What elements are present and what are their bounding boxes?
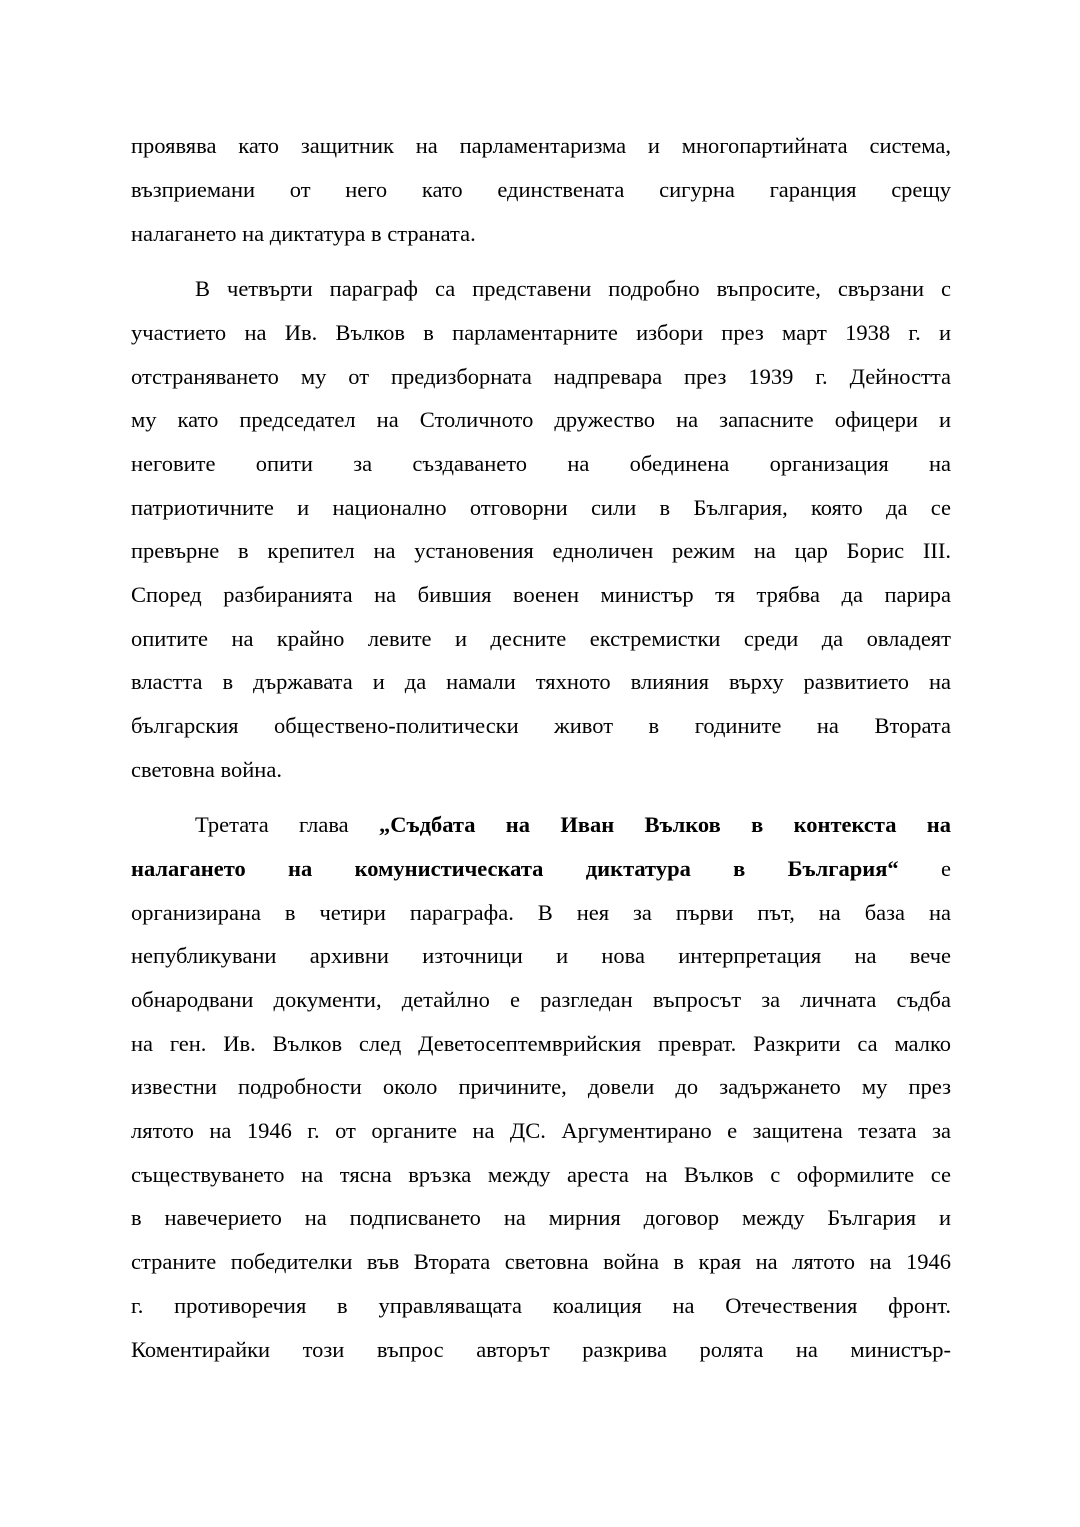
text-line: Коментирайки този въпрос авторът разкрива ролята на министър- <box>131 1337 951 1362</box>
text-line: му като председател на Столичното дружество на запасните офицери и <box>131 407 951 432</box>
text-line: известни подробности около причините, довели до задържането му през <box>131 1074 951 1099</box>
text-line: отстраняването му от предизборната надпревара през 1939 г. Дейността <box>131 364 951 389</box>
text-line: обнародвани документи, детайлно е разгледан въпросът за личната съдба <box>131 987 951 1012</box>
text-run: е <box>898 856 951 881</box>
chapter-title-run: налагането на комунистическата диктатура в България“ <box>131 856 899 881</box>
text-line: неговите опити за създаването на обединена организация на <box>131 451 951 476</box>
text-line: на ген. Ив. Вълков след Деветосептемврийския преврат. Разкрити са малко <box>131 1031 951 1056</box>
text-line: в навечерието на подписването на мирния договор между България и <box>131 1205 951 1230</box>
text-line: възприемани от него като единствената сигурна гаранция срещу <box>131 177 951 202</box>
text-line: страните победителки във Втората световна война в края на лятото на 1946 <box>131 1249 951 1274</box>
text-line: налагането на диктатура в страната. <box>131 221 476 246</box>
text-line: В четвърти параграф са представени подробно въпросите, свързани с <box>195 276 951 301</box>
text-line: българския обществено-политически живот в годините на Втората <box>131 713 951 738</box>
text-line: опитите на крайно левите и десните екстремистки среди да овладеят <box>131 626 951 651</box>
text-line-mixed <box>131 810 951 840</box>
text-line: съществуването на тясна връзка между ареста на Вълков с оформилите се <box>131 1162 951 1187</box>
text-line: патриотичните и национално отговорни сили в България, която да се <box>131 495 951 520</box>
text-line: проявява като защитник на парламентаризма и многопартийната система, <box>131 133 951 158</box>
text-line: Според разбиранията на бившия военен министър тя трябва да парира <box>131 582 951 607</box>
text-line: лятото на 1946 г. от органите на ДС. Аргументирано е защитена тезата за <box>131 1118 951 1143</box>
chapter-title-run: „Съдбата на Иван Вълков в контекста на <box>378 812 951 837</box>
text-line: непубликувани архивни източници и нова интерпретация на вече <box>131 943 951 968</box>
text-line: организирана в четири параграфа. В нея за първи път, на база на <box>131 900 951 925</box>
text-line: властта в държавата и да намали тяхното влияния върху развитието на <box>131 669 951 694</box>
text-line: г. противоречия в управляващата коалиция на Отечествения фронт. <box>131 1293 951 1318</box>
text-run: Третата глава <box>195 812 379 837</box>
text-line-mixed <box>131 854 951 884</box>
text-line: световна война. <box>131 757 282 782</box>
text-line: участието на Ив. Вълков в парламентарните избори през март 1938 г. и <box>131 320 951 345</box>
text-line: превърне в крепител на установения едноличен режим на цар Борис III. <box>131 538 951 563</box>
